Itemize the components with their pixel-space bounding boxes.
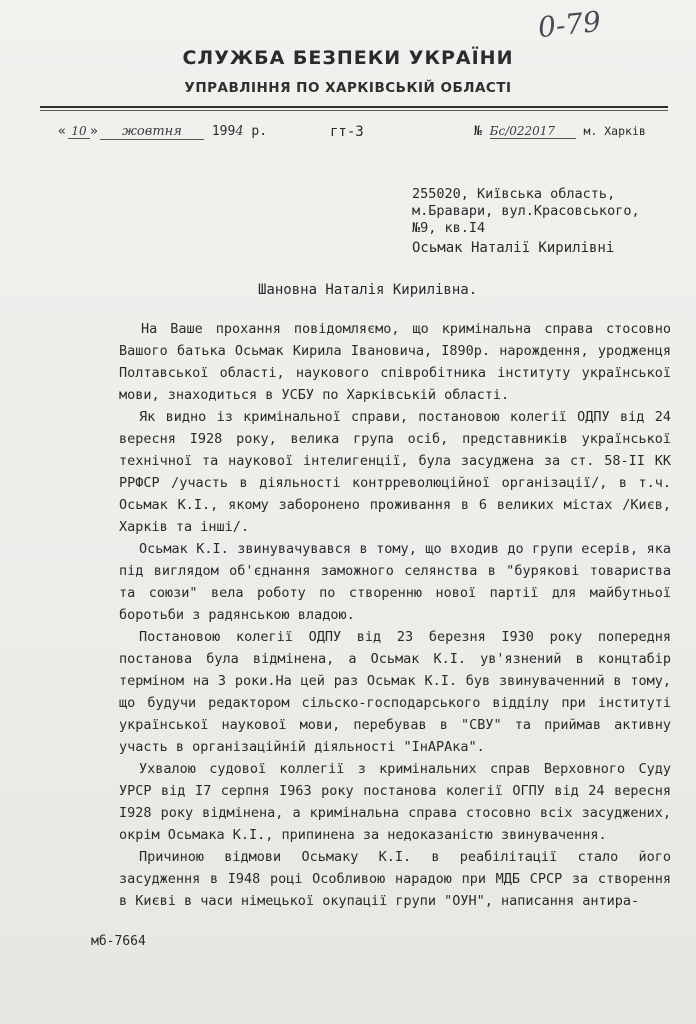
body-paragraph-6: Причиною відмови Осьмаку К.І. в реабілітації стало його засудження в I948 році Особливою нарадою при МДБ СРСР за створення в Києві в часи німецької окупації групи "ОУН", написання антира- xyxy=(119,849,671,909)
reference-number xyxy=(474,124,684,146)
body-paragraph-1: На Ваше прохання повідомляємо, що кримінальна справа стосовно Вашого батька Осьмак Кирила Івановича, I890р. нарождення, уродженця Полтавської області, наукового співробітника інституту української мови, знаходиться в УСБУ по Харківській області. xyxy=(119,321,671,403)
organization-department: УПРАВЛІННЯ ПО ХАРКІВСЬКІЙ ОБЛАСТІ xyxy=(184,80,512,96)
letter-body xyxy=(119,318,671,912)
date-year-label: р. xyxy=(251,124,268,139)
body-paragraph-4: Постановою колегії ОДПУ від 23 березня I930 року попередня постанова була відмінена, а Осьмак К.І. ув'язнений в концтабір терміном на 3 роки.На цей раз Осьмак К.І. був звинуваченний в тому, що будучи редактором сільско-господарського відділу при інституті української наукової мови, перебував в "СВУ" та приймав активну участь в організаційній діяльності "ІнАРАка". xyxy=(119,629,671,755)
reference-city: м. Харків xyxy=(583,124,646,138)
date-day: 10 xyxy=(68,124,90,139)
reference-date: « 10 » жовтня 1994 р. xyxy=(58,124,268,139)
recipient-address-line-3: №9, кв.I4 xyxy=(412,220,486,236)
footer-code: мб-7664 xyxy=(91,934,146,949)
body-paragraph-5: Ухвалою судової коллегії з кримінальних справ Верховного Суду УРСР від I7 серпня I963 року постанова колегії ОГПУ від 24 вересня I928 року відмінена, а кримінальна справа стосовно всіх засуджених, окрім Осьмака К.І., припинена за недоказаністю звинувачення. xyxy=(119,761,671,843)
recipient-address-line-1: 255020, Київська область, xyxy=(412,186,616,202)
body-paragraph-2: Як видно із кримінальної справи, постановою колегії ОДПУ від 24 вересня I928 року, велика група осіб, представників української технічної та наукової інтелигенції, була засуджена за ст. 58-II КК РРФСР /участь в діяльності контрреволюційної організації/, в т.ч. Осьмак К.І., якому заборонено проживання в 6 великих містах /Києв, Харків та інші/. xyxy=(119,409,671,535)
recipient-name: Осьмак Наталії Кирилівні xyxy=(412,240,615,256)
reference-number-value: Бс/022017 xyxy=(490,124,576,139)
date-year-prefix: 199 xyxy=(211,124,236,139)
document-type: гт-3 xyxy=(330,124,364,140)
recipient-address-line-2: м.Бравари, вул.Красовського, xyxy=(412,203,640,219)
number-label: № xyxy=(474,124,482,139)
date-year-suffix: 4 xyxy=(235,124,244,139)
header-rule-thin xyxy=(40,110,668,111)
archive-handwritten-mark: 0-79 xyxy=(536,4,603,45)
header-rule-thick xyxy=(40,106,668,108)
salutation: Шановна Наталія Кирилівна. xyxy=(258,282,478,298)
date-month: жовтня xyxy=(100,124,204,140)
organization-name: СЛУЖБА БЕЗПЕКИ УКРАЇНИ xyxy=(182,47,514,69)
body-paragraph-3: Осьмак К.І. звинувачувався в тому, що входив до групи есерів, яка під виглядом об'єднання заможного селянства в "бурякові товариства та союзи" вела роботу по створенню нової партії для майбутньої боротьби з радянською владою. xyxy=(119,541,671,623)
